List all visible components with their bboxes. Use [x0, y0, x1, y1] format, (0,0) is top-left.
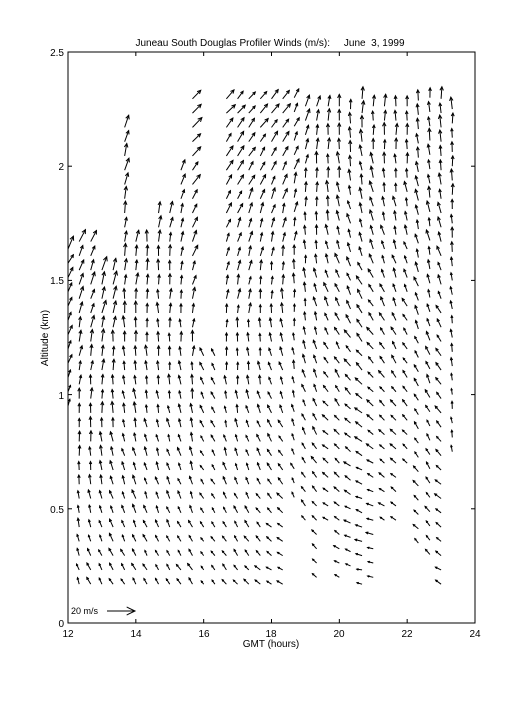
y-tick-label: 0	[58, 619, 64, 630]
y-tick-label: 1	[58, 391, 64, 402]
y-tick-label: 2	[58, 162, 64, 173]
x-tick-label: 18	[265, 629, 277, 640]
x-tick-label: 22	[401, 629, 413, 640]
x-tick-label: 12	[62, 629, 74, 640]
reference-vector-label: 20 m/s	[71, 606, 99, 616]
x-tick-label: 20	[333, 629, 345, 640]
x-tick-label: 14	[130, 629, 142, 640]
x-axis-label: GMT (hours)	[242, 639, 300, 650]
y-tick-label: 2.5	[50, 48, 64, 59]
y-tick-label: 1.5	[50, 276, 64, 287]
x-tick-label: 24	[469, 629, 481, 640]
x-tick-label: 16	[198, 629, 210, 640]
y-axis-label: Altitude (km)	[40, 309, 51, 367]
chart-title: Juneau South Douglas Profiler Winds (m/s): June 3, 1999	[135, 38, 405, 49]
y-tick-label: 0.5	[50, 505, 64, 516]
